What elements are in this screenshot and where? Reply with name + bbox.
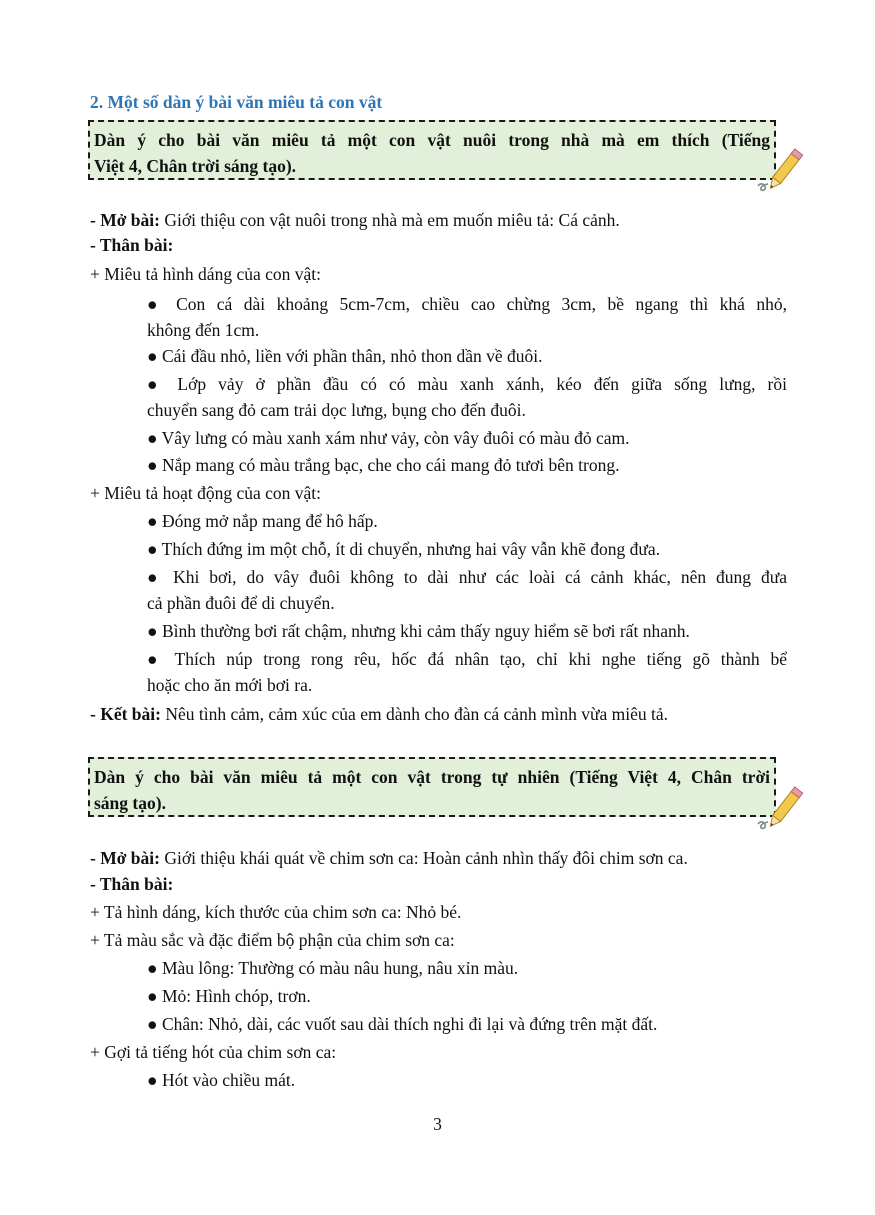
- mo-bai-label: - Mở bài:: [90, 210, 160, 230]
- outline1-activity-3-line1: ● Khi bơi, do vây đuôi không to dài như các loài cá cảnh khác, nên đung đưa: [147, 567, 787, 587]
- outline1-title-line1: Dàn ý cho bài văn miêu tả một con vật nuôi trong nhà mà em thích (Tiếng: [94, 130, 770, 150]
- outline2-song-1: ● Hót vào chiều mát.: [147, 1070, 296, 1090]
- outline2-detail-2: ● Mỏ: Hình chóp, trơn.: [147, 986, 311, 1006]
- mo-bai-text: Giới thiệu khái quát về chim sơn ca: Hoàn cảnh nhìn thấy đôi chim sơn ca.: [159, 848, 688, 868]
- outline1-bullet-2: ● Cái đầu nhỏ, liền với phần thân, nhỏ thon dần về đuôi.: [147, 346, 543, 366]
- outline1-activity-3-line2: cả phần đuôi để di chuyển.: [147, 593, 335, 613]
- outline1-bullet-5: ● Nắp mang có màu trắng bạc, che cho cái mang đỏ tươi bên trong.: [147, 455, 620, 475]
- mo-bai-label: - Mở bài:: [90, 848, 160, 868]
- mo-bai-text: Giới thiệu con vật nuôi trong nhà mà em muốn miêu tả: Cá cảnh.: [159, 210, 620, 230]
- outline1-activity-2: ● Thích đứng im một chỗ, ít di chuyển, nhưng hai vây vẫn khẽ đong đưa.: [147, 539, 661, 559]
- outline1-part2-label: + Miêu tả hoạt động của con vật:: [90, 483, 321, 503]
- outline1-activity-5-line1: ● Thích núp trong rong rêu, hốc đá nhân tạo, chỉ khi nghe tiếng gõ thành bể: [147, 649, 787, 669]
- ket-bai-text: Nêu tình cảm, cảm xúc của em dành cho đàn cá cảnh mình vừa miêu tả.: [160, 704, 669, 724]
- outline2-mo-bai: [90, 846, 688, 870]
- outline1-bullet-3-line2: chuyển sang đỏ cam trải dọc lưng, bụng cho đến đuôi.: [147, 400, 526, 420]
- outline1-bullet-4: ● Vây lưng có màu xanh xám như vảy, còn vây đuôi có màu đỏ cam.: [147, 428, 630, 448]
- outline1-mo-bai: [90, 208, 620, 232]
- outline2-point-1: + Tả hình dáng, kích thước của chim sơn ca: Nhỏ bé.: [90, 902, 462, 922]
- outline1-activity-1: ● Đóng mở nắp mang để hô hấp.: [147, 511, 378, 531]
- outline2-point-2: + Tả màu sắc và đặc điểm bộ phận của chim sơn ca:: [90, 930, 455, 950]
- page-number: 3: [433, 1114, 442, 1134]
- outline1-bullet-1-line1: ● Con cá dài khoảng 5cm-7cm, chiều cao chừng 3cm, bề ngang thì khá nhỏ,: [147, 294, 787, 314]
- pencil-icon: [754, 782, 810, 832]
- outline2-title-line1: Dàn ý cho bài văn miêu tả một con vật trong tự nhiên (Tiếng Việt 4, Chân trời: [94, 767, 770, 787]
- outline1-title-line2: Việt 4, Chân trời sáng tạo).: [94, 156, 297, 176]
- outline1-bullet-3-line1: ● Lớp vảy ở phần đầu có có màu xanh xánh, kéo đến giữa sống lưng, rồi: [147, 374, 787, 394]
- outline1-bullet-1-line2: không đến 1cm.: [147, 320, 260, 340]
- outline1-part1-label: + Miêu tả hình dáng của con vật:: [90, 264, 321, 284]
- outline2-detail-1: ● Màu lông: Thường có màu nâu hung, nâu xỉn màu.: [147, 958, 519, 978]
- outline2-detail-3: ● Chân: Nhỏ, dài, các vuốt sau dài thích nghi đi lại và đứng trên mặt đất.: [147, 1014, 658, 1034]
- outline2-title-line2: sáng tạo).: [94, 793, 166, 813]
- ket-bai-label: - Kết bài:: [90, 704, 161, 724]
- outline2-title-box: [88, 757, 776, 817]
- outline2-point-3: + Gợi tả tiếng hót của chim sơn ca:: [90, 1042, 337, 1062]
- outline1-ket-bai: [90, 702, 668, 726]
- outline1-activity-4: ● Bình thường bơi rất chậm, nhưng khi cảm thấy nguy hiểm sẽ bơi rất nhanh.: [147, 621, 690, 641]
- pencil-icon: [754, 144, 810, 194]
- outline1-title-box: [88, 120, 776, 180]
- outline1-activity-5-line2: hoặc cho ăn mới bơi ra.: [147, 675, 313, 695]
- outline2-than-bai-label: - Thân bài:: [90, 874, 174, 894]
- section-heading: 2. Một số dàn ý bài văn miêu tả con vật: [90, 92, 383, 112]
- outline1-than-bai-label: - Thân bài:: [90, 235, 174, 255]
